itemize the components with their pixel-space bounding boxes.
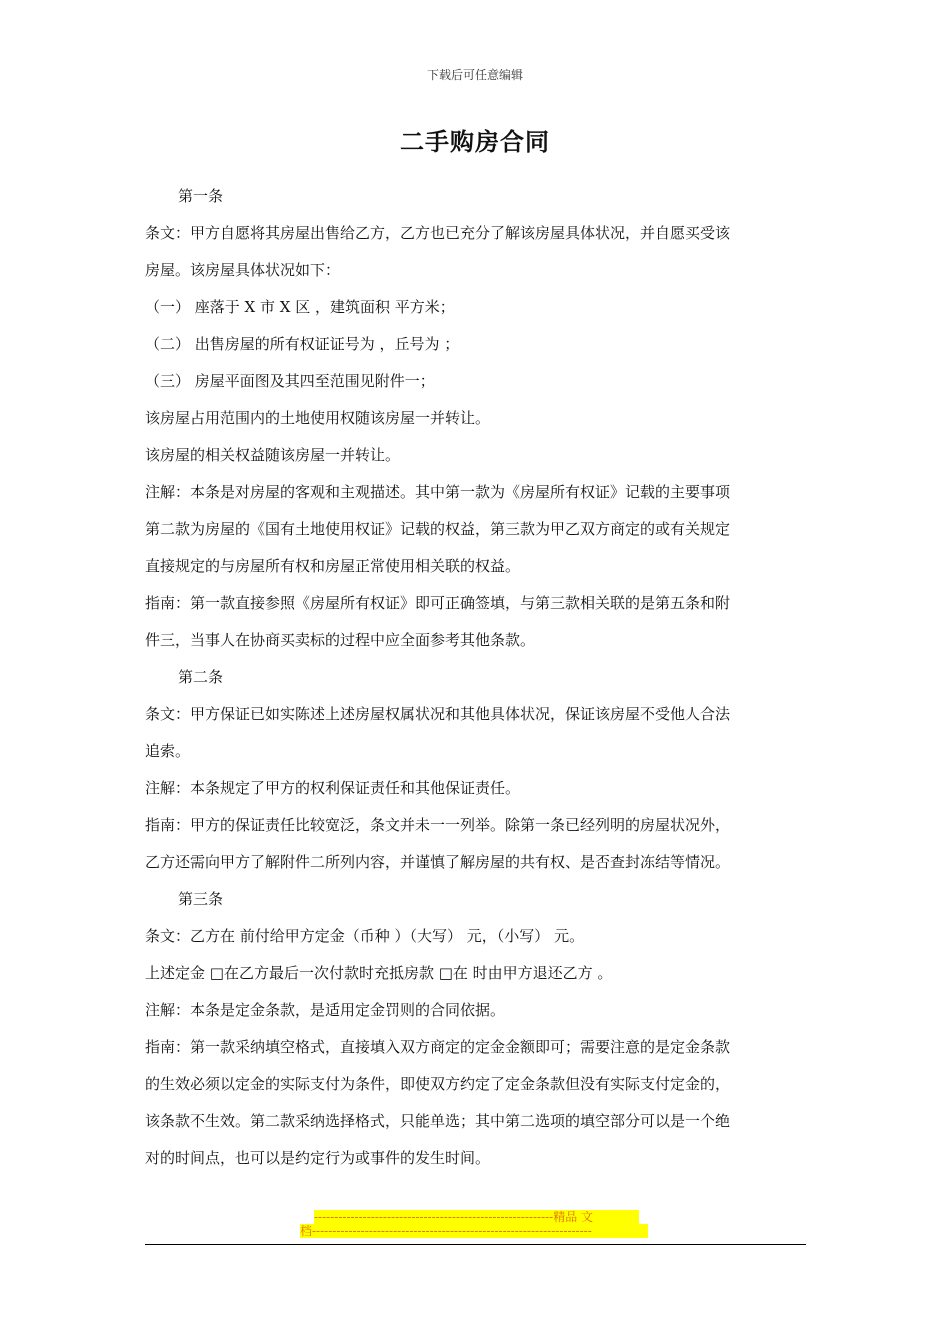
paragraph-line: 条文：乙方在 前付给甲方定金（币种 ）（大写） 元，（小写） 元。	[145, 927, 585, 945]
paragraph-line: 第二款为房屋的《国有土地使用权证》记载的权益，第三款为甲乙双方商定的或有关规定	[145, 520, 731, 538]
paragraph-line: 乙方还需向甲方了解附件二所列内容，并谨慎了解房屋的共有权、是否查封冻结等情况。	[145, 853, 731, 871]
paragraph-line: （三） 房屋平面图及其四至范围见附件一；	[145, 372, 435, 390]
footer-watermark	[300, 1210, 650, 1238]
paragraph-line: 条文：甲方自愿将其房屋出售给乙方，乙方也已充分了解该房屋具体状况，并自愿买受该	[145, 224, 731, 242]
paragraph-line: 追索。	[145, 742, 191, 760]
paragraph-line: 指南：甲方的保证责任比较宽泛，条文并未一一列举。除第一条已经列明的房屋状况外，	[145, 816, 731, 834]
paragraph-line: 注解：本条是定金条款，是适用定金罚则的合同依据。	[145, 1001, 506, 1019]
paragraph-line: 上述定金 □在乙方最后一次付款时充抵房款 □在 时由甲方退还乙方 。	[145, 964, 613, 982]
paragraph-line: 注解：本条规定了甲方的权利保证责任和其他保证责任。	[145, 779, 521, 797]
article-heading: 第二条	[178, 668, 224, 686]
paragraph-line: 该房屋的相关权益随该房屋一并转让。	[145, 446, 401, 464]
paragraph-line: （二） 出售房屋的所有权证证号为 ，丘号为 ；	[145, 335, 460, 353]
article-heading: 第三条	[178, 890, 224, 908]
paragraph-line: 直接规定的与房屋所有权和房屋正常使用相关联的权益。	[145, 557, 521, 575]
document-body	[145, 178, 807, 1177]
paragraph-line: 的生效必须以定金的实际支付为条件，即使双方约定了定金条款但没有实际支付定金的，	[145, 1075, 731, 1093]
header-note: 下载后可任意编辑	[426, 68, 523, 82]
document-title: 二手购房合同	[400, 127, 550, 156]
paragraph-line: 注解：本条是对房屋的客观和主观描述。其中第一款为《房屋所有权证》记载的主要事项	[145, 483, 731, 501]
paragraph-line: 指南：第一款直接参照《房屋所有权证》即可正确签填，与第三款相关联的是第五条和附	[145, 594, 731, 612]
paragraph-line: 房屋。该房屋具体状况如下：	[145, 261, 341, 279]
paragraph-line: 对的时间点，也可以是约定行为或事件的发生时间。	[145, 1149, 491, 1167]
footer-line-2: 档---------------------------------------------------------------------	[300, 1224, 648, 1238]
paragraph-line: 件三，当事人在协商买卖标的过程中应全面参考其他条款。	[145, 631, 536, 649]
paragraph-line: 该房屋占用范围内的土地使用权随该房屋一并转让。	[145, 409, 491, 427]
paragraph-line: 指南：第一款采纳填空格式，直接填入双方商定的定金金额即可；需要注意的是定金条款	[145, 1038, 731, 1056]
footer-line-1: -----------------------------------------------------------精品 文	[314, 1210, 639, 1224]
article-heading: 第一条	[178, 187, 224, 205]
paragraph-line: 该条款不生效。第二款采纳选择格式，只能单选；其中第二选项的填空部分可以是一个绝	[145, 1112, 731, 1130]
paragraph-line: 条文：甲方保证已如实陈述上述房屋权属状况和其他具体状况，保证该房屋不受他人合法	[145, 705, 731, 723]
footer-rule	[145, 1244, 806, 1245]
paragraph-line: （一） 座落于 X 市 X 区 ，建筑面积 平方米；	[145, 298, 455, 316]
